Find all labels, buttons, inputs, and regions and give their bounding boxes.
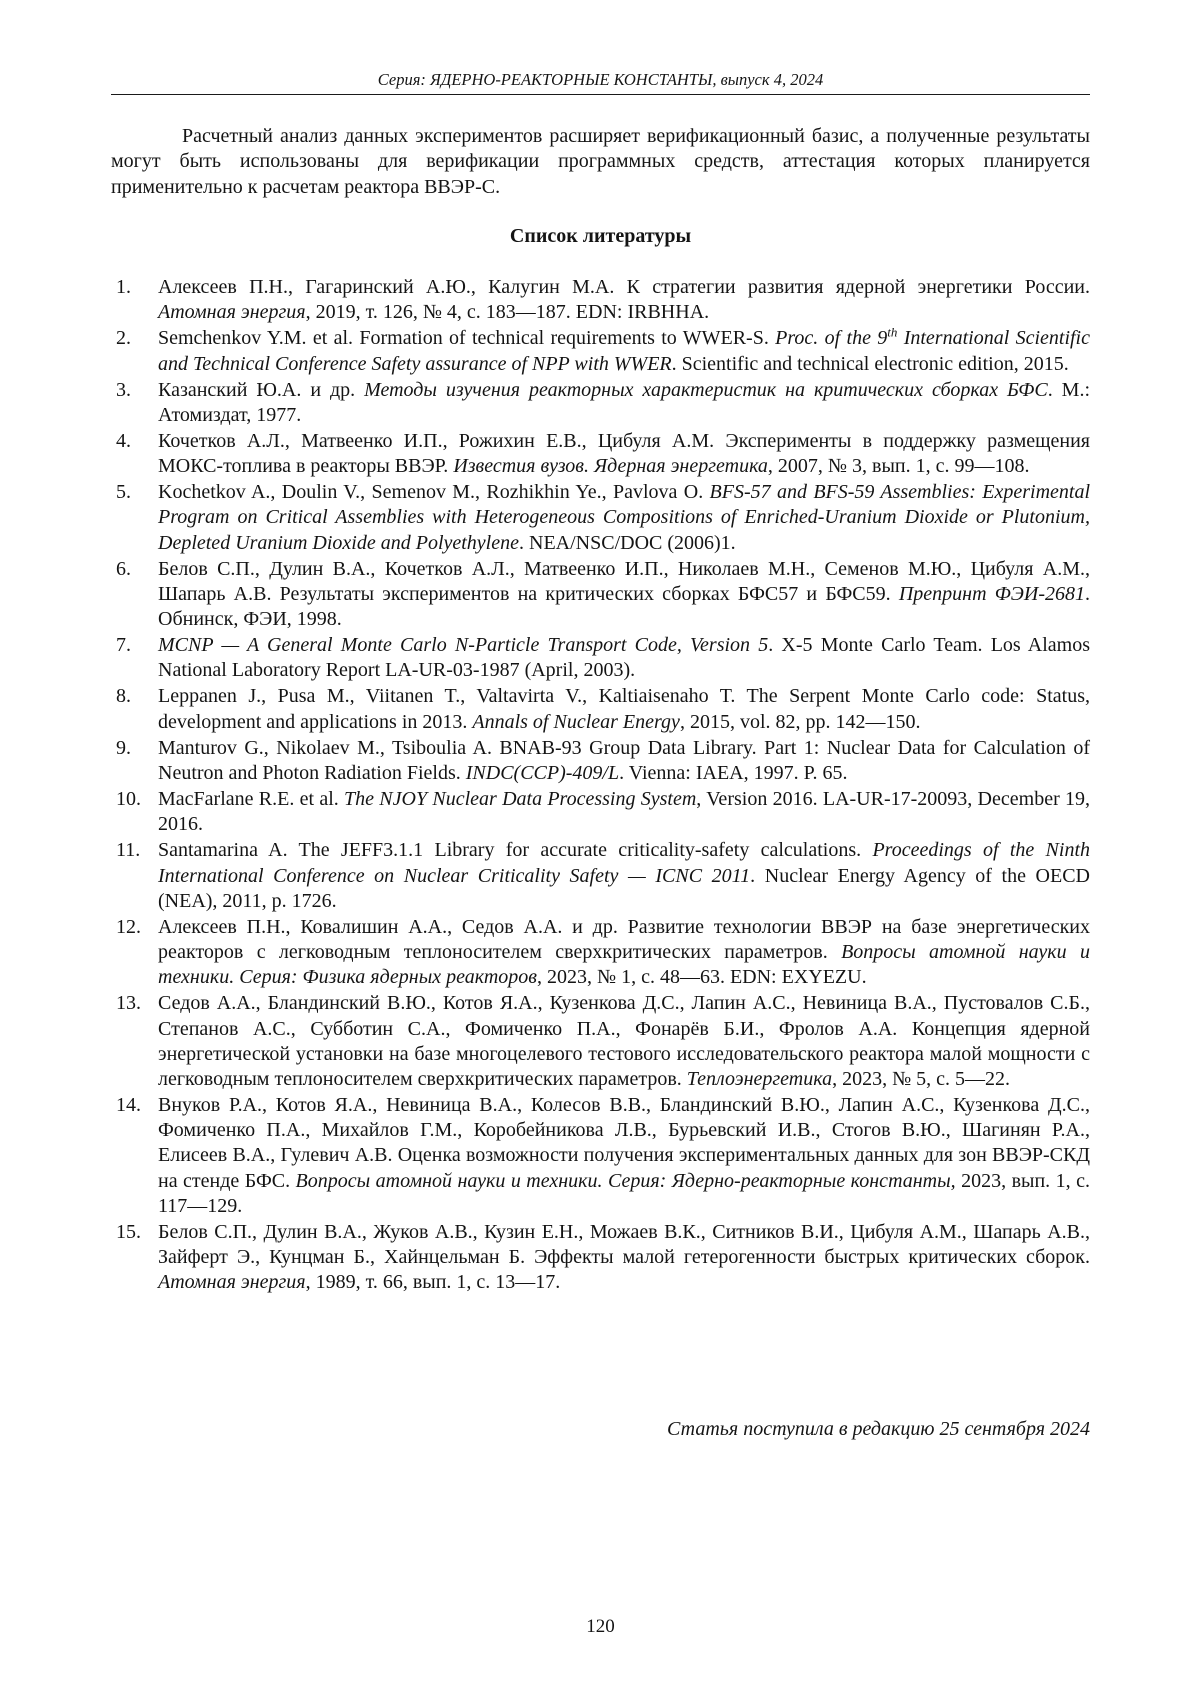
reference-source-title: MCNP — A General Monte Carlo N-Particle Transport Code, Version 5 <box>158 634 769 657</box>
reference-source-title: Proceedings of the Ninth International Conference on Nuclear Criticality Safety — ICNC 2011 <box>158 839 1091 887</box>
reference-text: Седов А.А., Бландинский В.Ю., Котов Я.А., Кузенкова Д.С., Лапин А.С., Невиница В.А., Пустовалов С.Б., Степанов А.С., Субботин С.А., Фомиченко П.А., Фонарёв Б.И., Фролов А.А. Концепция ядерной энергетической установки на базе многоцелевого тестового исследовательского реактора малой мощности с легководным теплоносителем сверхкритических параметров. <box>158 992 1090 1090</box>
reference-item <box>111 838 1090 914</box>
reference-source-title: International Scientific and Technical Conference Safety assurance of NPP with WWER <box>158 327 1090 375</box>
reference-text: . Scientific and technical electronic edition, 2015. <box>671 352 1069 375</box>
reference-text: Внуков Р.А., Котов Я.А., Невиница В.А., Колесов В.В., Бландинский В.Ю., Лапин А.С., Кузенкова Д.С., Фомиченко П.А., Михайлов Г.М., Коробейникова Л.В., Бурьевский И.В., Стогов В.Ю., Шагинян Р.А., Елисеев В.А., Гулевич А.В. Оценка возможности получения экспериментальных данных для зон ВВЭР-СКД на стенде БФС. <box>158 1094 1090 1192</box>
reference-text: . X-5 Monte Carlo Team. Los Alamos National Laboratory Report LA-UR-03-1987 (April, 2003). <box>158 634 1090 682</box>
reference-item <box>111 1093 1090 1219</box>
reference-text: Semchenkov Y.M. et al. Formation of technical requirements to WWER-S. <box>158 327 776 350</box>
reference-text: , 2023, № 5, с. 5—22. <box>832 1067 1011 1090</box>
reference-text: Manturov G., Nikolaev M., Tsiboulia A. BNAB-93 Group Data Library. Part 1: Nuclear Data for Calculation of Neutron and Photon Radiation Fields. <box>158 736 1090 784</box>
reference-source-title: Атомная энергия <box>158 1271 306 1294</box>
reference-item <box>111 429 1090 479</box>
conclusion-paragraph: Расчетный анализ данных экспериментов расширяет верификационный базис, а полученные результаты могут быть использованы для верификации программных средств, аттестация которых планируется применительно к расчетам реактора ВВЭР-С. <box>111 125 1090 198</box>
reference-number: 3. <box>116 378 131 401</box>
reference-number: 1. <box>116 276 131 298</box>
reference-text: Казанский Ю.А. и др. <box>158 378 365 401</box>
reference-item <box>111 915 1090 991</box>
reference-text: Kochetkov A., Doulin V., Semenov M., Rozhikhin Ye., Pavlova O. <box>158 481 710 504</box>
reference-source-title: Вопросы атомной науки и техники. Серия: Ядерно-реакторные константы, <box>295 1169 956 1192</box>
reference-list <box>111 275 1090 1296</box>
reference-number: 13. <box>116 992 141 1015</box>
reference-number: 11. <box>116 839 141 862</box>
reference-item <box>111 326 1090 376</box>
reference-item <box>111 736 1090 786</box>
reference-source-title: Препринт ФЭИ-2681 <box>898 582 1086 605</box>
reference-number: 14. <box>116 1094 141 1117</box>
reference-superscript: th <box>887 324 898 340</box>
reference-number: 9. <box>116 736 131 759</box>
reference-source-title: Теплоэнергетика <box>686 1067 833 1090</box>
reference-number: 4. <box>116 429 131 452</box>
page-number: 120 <box>586 1616 615 1637</box>
reference-number: 6. <box>116 557 131 580</box>
reference-text: Белов С.П., Дулин В.А., Кочетков А.Л., Матвеенко И.П., Николаев М.Н., Семенов М.Ю., Цибуля А.М., Шапарь А.В. Результаты экспериментов на критических сборках БФС57 и БФС59. <box>158 557 1090 605</box>
reference-source-title: The NJOY Nuclear Data Processing System <box>344 788 697 811</box>
received-note: Статья поступила в редакцию 25 сентября 2024 <box>667 1418 1090 1440</box>
reference-text: , 1989, т. 66, вып. 1, с. 13—17. <box>305 1271 561 1294</box>
reference-item <box>111 1220 1090 1296</box>
reference-item <box>111 684 1090 734</box>
reference-number: 7. <box>116 634 131 657</box>
reference-text: , 2019, т. 126, № 4, с. 183—187. EDN: IRBHHA. <box>305 301 710 324</box>
reference-number: 15. <box>116 1220 141 1243</box>
reference-number: 12. <box>116 915 141 938</box>
reference-text: , 2007, № 3, вып. 1, с. 99—108. <box>767 455 1030 478</box>
reference-source-title: Известия вузов. Ядерная энергетика <box>453 455 768 478</box>
reference-item <box>111 378 1090 428</box>
reference-source-title: BFS-57 and BFS-59 Assemblies: Experimental Program on Critical Assemblies with Heterogeneous Compositions of Enriched-Uranium Dioxide or Plutonium, Depleted Uranium Dioxide and Polyethylene <box>158 481 1091 554</box>
reference-number: 2. <box>116 327 131 350</box>
reference-item <box>111 557 1090 633</box>
reference-source-title: Методы изучения реакторных характеристик на критических сборках БФС <box>364 378 1048 401</box>
reference-item <box>111 275 1090 325</box>
running-header: Серия: ЯДЕРНО-РЕАКТОРНЫЕ КОНСТАНТЫ, выпуск 4, 2024 <box>377 70 824 89</box>
reference-source-title: INDC(CCP)-409/L <box>465 761 620 784</box>
reference-text: , Version 2016. LA-UR-17-20093, December 19, 2016. <box>158 788 1090 836</box>
reference-source-title: Proc. of the 9 <box>775 327 888 350</box>
reference-text: . Nuclear Energy Agency of the OECD (NEA), 2011, p. 1726. <box>158 864 1090 912</box>
references-title: Список литературы <box>509 225 692 247</box>
reference-text: Кочетков А.Л., Матвеенко И.П., Рожихин Е.В., Цибуля А.М. Эксперименты в поддержку размещения МОКС-топлива в реакторы ВВЭР. <box>158 429 1090 478</box>
reference-item <box>111 480 1090 556</box>
reference-text: . Vienna: IAEA, 1997. P. 65. <box>619 761 848 784</box>
reference-source-title <box>887 324 898 349</box>
reference-item <box>111 991 1090 1092</box>
reference-text: . Обнинск, ФЭИ, 1998. <box>158 582 1091 631</box>
reference-text: MacFarlane R.E. et al. <box>158 788 345 811</box>
reference-text: Алексеев П.Н., Гагаринский А.Ю., Калугин М.А. К стратегии развития ядерной энергетики России. <box>158 276 1090 298</box>
reference-item <box>111 633 1090 683</box>
reference-text: Santamarina A. The JEFF3.1.1 Library for accurate criticality-safety calculations. <box>158 839 873 862</box>
reference-source-title: Атомная энергия <box>158 301 306 324</box>
reference-text: 2023, вып. 1, с. 117—129. <box>158 1169 1090 1217</box>
reference-text: . NEA/NSC/DOC (2006)1. <box>519 531 736 554</box>
reference-text: , 2015, vol. 82, pp. 142—150. <box>679 710 921 733</box>
reference-number: 10. <box>116 788 141 811</box>
reference-number: 5. <box>116 481 131 504</box>
reference-text: Leppanen J., Pusa M., Viitanen T., Valtavirta V., Kaltiaisenaho T. The Serpent Monte Carlo code: Status, development and applications in 2013. <box>158 685 1090 733</box>
reference-source-title: Вопросы атомной науки и техники. Серия: Физика ядерных реакторов <box>158 941 1090 989</box>
reference-item <box>111 787 1090 837</box>
reference-text: , 2023, № 1, с. 48—63. EDN: EXYEZU. <box>536 966 867 989</box>
reference-source-title: Annals of Nuclear Energy <box>472 710 680 733</box>
header-rule <box>111 94 1090 95</box>
reference-text: Белов С.П., Дулин В.А., Жуков А.В., Кузин Е.Н., Можаев В.К., Ситников В.И., Цибуля А.М., Шапарь А.В., Зайферт Э., Кунцман Б., Хайнцельман Б. Эффекты малой гетерогенности быстрых критических сборок. <box>158 1220 1090 1269</box>
reference-number: 8. <box>116 685 131 708</box>
reference-text: . М.: Атомиздат, 1977. <box>158 378 1091 426</box>
reference-text: Алексеев П.Н., Ковалишин А.А., Седов А.А. и др. Развитие технологии ВВЭР на базе энергетических реакторов с легководным теплоносителем сверхкритических параметров. <box>158 915 1090 964</box>
